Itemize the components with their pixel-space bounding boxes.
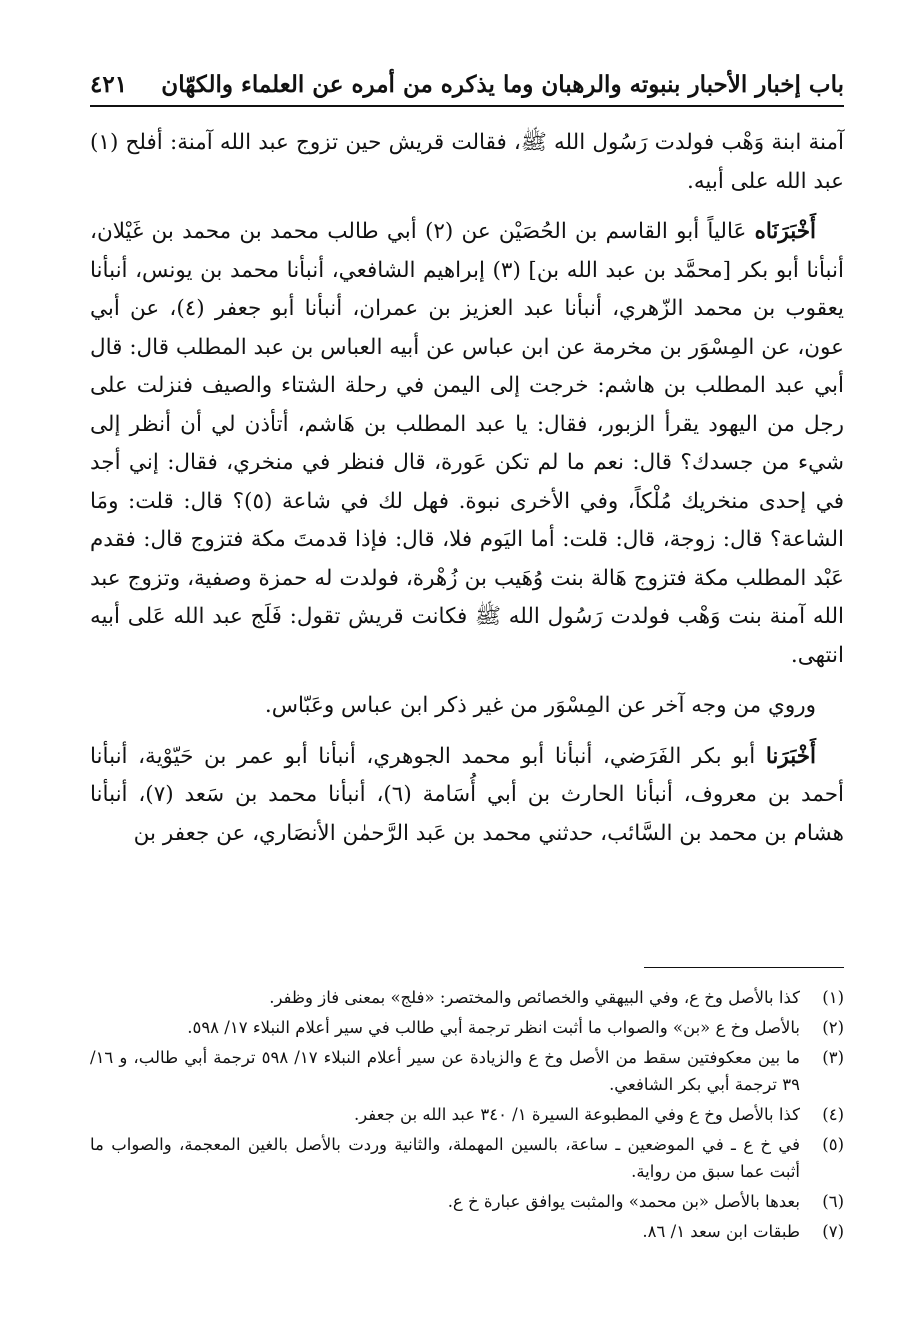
paragraph xyxy=(90,213,844,675)
footnote-item xyxy=(90,1131,844,1185)
footnote-text: كذا بالأصل وخ ع وفي المطبوعة السيرة ١/ ٣٤٠ عبد الله بن جعفر. xyxy=(353,1105,800,1124)
main-text xyxy=(90,124,844,865)
footnote-item xyxy=(90,1044,844,1098)
footnote-item xyxy=(90,1188,844,1215)
paragraph xyxy=(90,687,844,726)
paragraph xyxy=(90,738,844,854)
footnote-number: (٣) xyxy=(822,1048,844,1067)
chapter-title: باب إخبار الأحبار بنبوته والرهبان وما يذكره من أمره عن العلماء والكهّان xyxy=(161,70,844,98)
footnote-number: (٧) xyxy=(822,1222,844,1241)
paragraph-lead: أَخْبَرَنَاه xyxy=(754,219,817,244)
footnotes xyxy=(90,984,844,1248)
footnote-number: (٥) xyxy=(822,1135,844,1154)
paragraph-text: عَالياً أبو القاسم بن الحُصَيْن عن (٢) أبي طالب محمد بن محمد بن غَيْلان، أنبأنا أبو بكر [محمَّد بن عبد الله بن] (٣) إبراهيم الشافعي، أنبأنا محمد بن يونس، أنبأنا يعقوب بن محمد الزّهري، أنبأنا عبد العزيز بن عمران، أنبأنا أبو جعفر (٤)، عن أبي عون، عن المِسْوَر بن مخرمة عن ابن عباس عن أبيه العباس بن عبد المطلب قال: قال أبي عبد المطلب بن هاشم: خرجت إلى اليمن في رحلة الشتاء والصيف فنزلت على رجل من اليهود يقرأ الزبور، فقال: يا عبد المطلب بن هَاشم، أتأذن لي أن أنظر إلى شيء من جسدك؟ قال: نعم ما لم تكن عَورة، قال فنظر في منخري، فقال: إني أجد في إحدى منخريك مُلْكاً، وفي الأخرى نبوة. فهل لك في شاعة (٥)؟ قال: قلت: ومَا الشاعة؟ قال: زوجة، قال: قلت: أما اليَوم فلا، قال: فإذا قدمتَ مكة فتزوج قال: فقدم عَبْد المطلب مكة فتزوج هَالة بنت وُهَيب بن زُهْرة، فولدت له حمزة وصفية، وتزوج عبد الله آمنة بنت وَهْب فولدت رَسُول الله ﷺ فكانت قريش تقول: فَلَج عبد الله عَلى أبيه انتهى. xyxy=(90,219,844,668)
footnote-item xyxy=(90,1218,844,1245)
footnote-number: (٤) xyxy=(822,1105,844,1124)
paragraph-text: وروي من وجه آخر عن المِسْوَر من غير ذكر ابن عباس وعَبّاس. xyxy=(264,693,816,718)
paragraph-lead: أَخْبَرَنا xyxy=(765,743,816,769)
footnote-item xyxy=(90,1014,844,1041)
footnote-text: في خ ع ـ في الموضعين ـ ساعة، بالسين المهملة، والثانية وردت بالأصل بالغين المعجمة، والصواب ما أثبت عما سبق من رواية. xyxy=(90,1135,800,1181)
footnote-text: بالأصل وخ ع «بن» والصواب ما أثبت انظر ترجمة أبي طالب في سير أعلام النبلاء ١٧/ ٥٩٨. xyxy=(187,1018,800,1037)
footnote-divider xyxy=(644,967,844,968)
page-number: ٤٢١ xyxy=(90,70,128,98)
paragraph xyxy=(90,124,844,201)
footnote-item xyxy=(90,984,844,1011)
footnote-text: كذا بالأصل وخ ع، وفي البيهقي والخصائص والمختصر: «فلج» بمعنى فاز وظفر. xyxy=(269,988,800,1007)
footnote-text: طبقات ابن سعد ١/ ٨٦. xyxy=(642,1222,800,1241)
footnote-item xyxy=(90,1101,844,1128)
running-header xyxy=(90,64,844,104)
header-divider xyxy=(90,105,844,107)
paragraph-text: آمنة ابنة وَهْب فولدت رَسُول الله ﷺ، فقالت قريش حين تزوج عبد الله آمنة: أفلح (١) عبد الله على أبيه. xyxy=(90,130,844,194)
footnote-number: (١) xyxy=(822,988,844,1007)
footnote-number: (٦) xyxy=(822,1192,844,1211)
paragraph-text: أبو بكر الفَرَضي، أنبأنا أبو محمد الجوهري، أنبأنا أبو عمر بن حَيّوْية، أنبأنا أحمد بن معروف، أنبأنا الحارث بن أبي أُسَامة (٦)، أنبأنا محمد بن سَعد (٧)، أنبأنا هشام بن محمد بن السَّائب، حدثني محمد بن عَبد الرَّحمٰن الأنصَاري، عن جعفر بن xyxy=(90,743,844,846)
footnote-text: بعدها بالأصل «بن محمد» والمثبت يوافق عبارة خ ع. xyxy=(447,1192,800,1211)
footnote-number: (٢) xyxy=(822,1018,844,1037)
footnote-text: ما بين معكوفتين سقط من الأصل وخ ع والزيادة عن سير أعلام النبلاء ١٧/ ٥٩٨ ترجمة أبي طالب، و ١٦/ ٣٩ ترجمة أبي بكر الشافعي. xyxy=(90,1048,800,1094)
